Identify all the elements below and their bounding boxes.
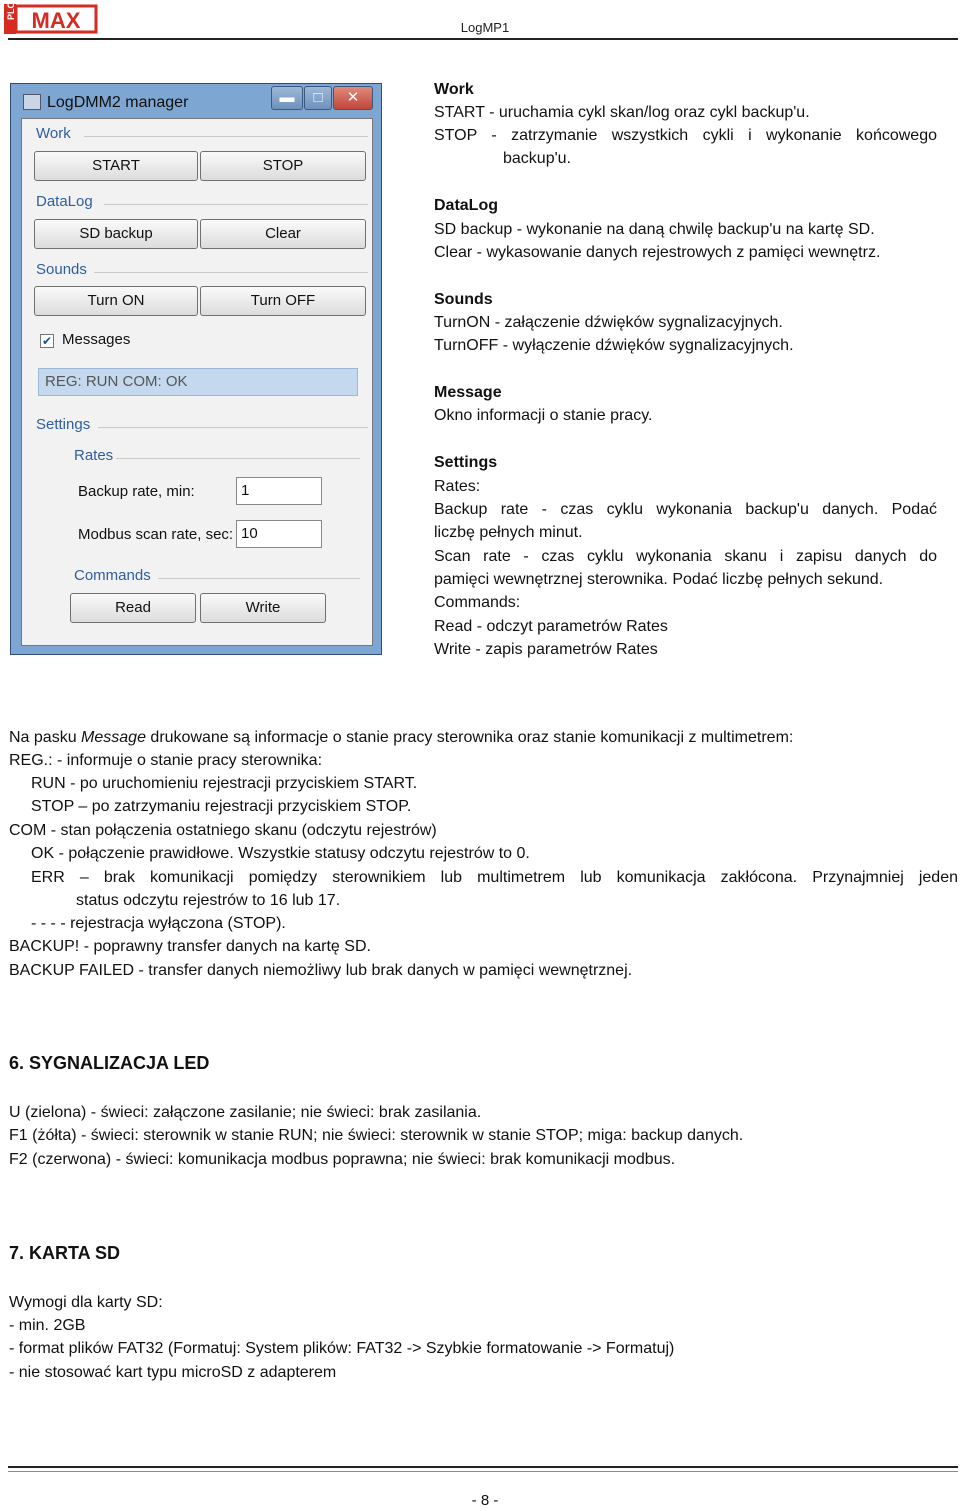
backup-rate-text-cont: liczbę pełnych minut. xyxy=(434,524,583,541)
scan-rate-label: Modbus scan rate, sec: xyxy=(78,526,234,543)
scan-rate-text-cont: pamięci wewnętrznej sterownika. Podać liczbę pełnych sekund. xyxy=(434,571,884,588)
scan-rate-text: Scan rate - czas cyklu wykonania skanu i zapisu danych do xyxy=(434,548,937,565)
sounds-on-text: TurnON - załączenie dźwięków sygnalizacyjnych. xyxy=(434,314,783,331)
datalog-group-label: DataLog xyxy=(36,193,93,210)
scan-rate-input[interactable]: 10 xyxy=(236,520,322,548)
backup-line: BACKUP! - poprawny transfer danych na kartę SD. xyxy=(9,938,371,955)
err-line: ERR – brak komunikacji pomiędzy sterownikiem lub multimetrem lub komunikacja zakłócona. Przynajmniej jeden xyxy=(31,869,958,886)
settings-group-line xyxy=(98,427,368,428)
rates-group-label: Rates xyxy=(74,447,114,464)
work-group-line xyxy=(84,136,368,137)
sounds-heading: Sounds xyxy=(434,291,493,308)
datalog-sd-text: SD backup - wykonanie na daną chwilę backup'u na kartę SD. xyxy=(434,221,875,238)
datalog-group-line xyxy=(104,204,368,205)
sd-backup-button[interactable]: SD backup xyxy=(34,219,198,249)
sd-micro-line: - nie stosować kart typu microSD z adapterem xyxy=(9,1364,337,1381)
read-button[interactable]: Read xyxy=(70,593,196,623)
window-client xyxy=(21,118,373,646)
sounds-group-line xyxy=(94,272,368,273)
work-group-label: Work xyxy=(36,125,71,142)
status-bar: REG: RUN COM: OK xyxy=(38,368,358,396)
sounds-group-label: Sounds xyxy=(36,261,87,278)
reg-line: REG.: - informuje o stanie pracy sterownika: xyxy=(9,752,323,769)
sounds-off-text: TurnOFF - wyłączenie dźwięków sygnalizacyjnych. xyxy=(434,337,794,354)
message-text: Okno informacji o stanie pracy. xyxy=(434,407,653,424)
work-heading: Work xyxy=(434,81,474,98)
commands-label-text: Commands: xyxy=(434,594,521,611)
sd-min-line: - min. 2GB xyxy=(9,1317,86,1334)
page-number: - 8 - xyxy=(471,1492,499,1509)
backup-rate-text: Backup rate - czas cyklu wykonania backup'u danych. Podać xyxy=(434,501,937,518)
footer-rule-thin xyxy=(8,1471,958,1472)
sd-requirements: Wymogi dla karty SD: xyxy=(9,1294,163,1311)
backup-failed-line: BACKUP FAILED - transfer danych niemożliwy lub brak danych w pamięci wewnętrznej. xyxy=(9,962,633,979)
maximize-button[interactable]: □ xyxy=(304,86,332,110)
document-title: LogMP1 xyxy=(460,20,510,35)
messages-checkbox[interactable]: ✔ xyxy=(41,334,53,348)
led-u-line: U (zielona) - świeci: załączone zasilanie; nie świeci: brak zasilania. xyxy=(9,1104,482,1121)
message-intro: Na pasku Message drukowane są informacje o stanie pracy sterownika oraz stanie komunikacji z multimetrem: xyxy=(9,729,794,746)
err-line-cont: status odczytu rejestrów to 16 lub 17. xyxy=(76,892,341,909)
backup-rate-input[interactable]: 1 xyxy=(236,477,322,505)
turn-off-button[interactable]: Turn OFF xyxy=(200,286,366,316)
datalog-heading: DataLog xyxy=(434,197,498,214)
svg-text:MAX: MAX xyxy=(31,8,81,33)
header-rule xyxy=(8,38,958,40)
message-heading: Message xyxy=(434,384,502,401)
commands-group-label: Commands xyxy=(74,567,151,584)
rates-label-text: Rates: xyxy=(434,478,481,495)
work-start-text: START - uruchamia cykl skan/log oraz cykl backup'u. xyxy=(434,104,810,121)
stop-button[interactable]: STOP xyxy=(200,151,366,181)
logdmm2-window xyxy=(10,83,382,655)
sd-format-line: - format plików FAT32 (Formatuj: System plików: FAT32 -> Szybkie formatowanie -> Formatuj) xyxy=(9,1340,675,1357)
stop-line: STOP – po zatrzymaniu rejestracji przyciskiem STOP. xyxy=(31,798,412,815)
run-line: RUN - po uruchomieniu rejestracji przyciskiem START. xyxy=(31,775,418,792)
commands-group-line xyxy=(158,578,360,579)
svg-text:PLC: PLC xyxy=(6,4,16,20)
ok-line: OK - połączenie prawidłowe. Wszystkie statusy odczytu rejestrów to 0. xyxy=(31,845,530,862)
com-line: COM - stan połączenia ostatniego skanu (odczytu rejestrów) xyxy=(9,822,437,839)
work-stop-text: STOP - zatrzymanie wszystkich cykli i wykonanie końcowego xyxy=(434,127,937,144)
rates-group-line xyxy=(116,458,360,459)
close-button[interactable]: ✕ xyxy=(333,86,373,110)
minimize-button[interactable]: ▬ xyxy=(271,86,303,110)
turn-on-button[interactable]: Turn ON xyxy=(34,286,198,316)
messages-label: Messages xyxy=(62,331,131,348)
start-button[interactable]: START xyxy=(34,151,198,181)
window-title: LogDMM2 manager xyxy=(47,94,189,111)
settings-group-label: Settings xyxy=(36,416,91,433)
message-intro-em: Message xyxy=(81,729,146,746)
datalog-clear-text: Clear - wykasowanie danych rejestrowych z pamięci wewnętrz. xyxy=(434,244,881,261)
read-text: Read - odczyt parametrów Rates xyxy=(434,618,668,635)
dashes-line: - - - - rejestracja wyłączona (STOP). xyxy=(31,915,286,932)
work-stop-text-cont: backup'u. xyxy=(503,150,571,167)
write-text: Write - zapis parametrów Rates xyxy=(434,641,658,658)
backup-rate-label: Backup rate, min: xyxy=(78,483,195,500)
write-button[interactable]: Write xyxy=(200,593,326,623)
footer-rule xyxy=(8,1466,958,1468)
sd-section-heading: 7. KARTA SD xyxy=(9,1243,121,1263)
clear-button[interactable]: Clear xyxy=(200,219,366,249)
led-f1-line: F1 (żółta) - świeci: sterownik w stanie RUN; nie świeci: sterownik w stanie STOP; miga: backup danych. xyxy=(9,1127,744,1144)
led-section-heading: 6. SYGNALIZACJA LED xyxy=(9,1053,210,1073)
settings-heading: Settings xyxy=(434,454,498,471)
led-f2-line: F2 (czerwona) - świeci: komunikacja modbus poprawna; nie świeci: brak komunikacji modbus. xyxy=(9,1151,676,1168)
app-icon xyxy=(23,94,41,110)
